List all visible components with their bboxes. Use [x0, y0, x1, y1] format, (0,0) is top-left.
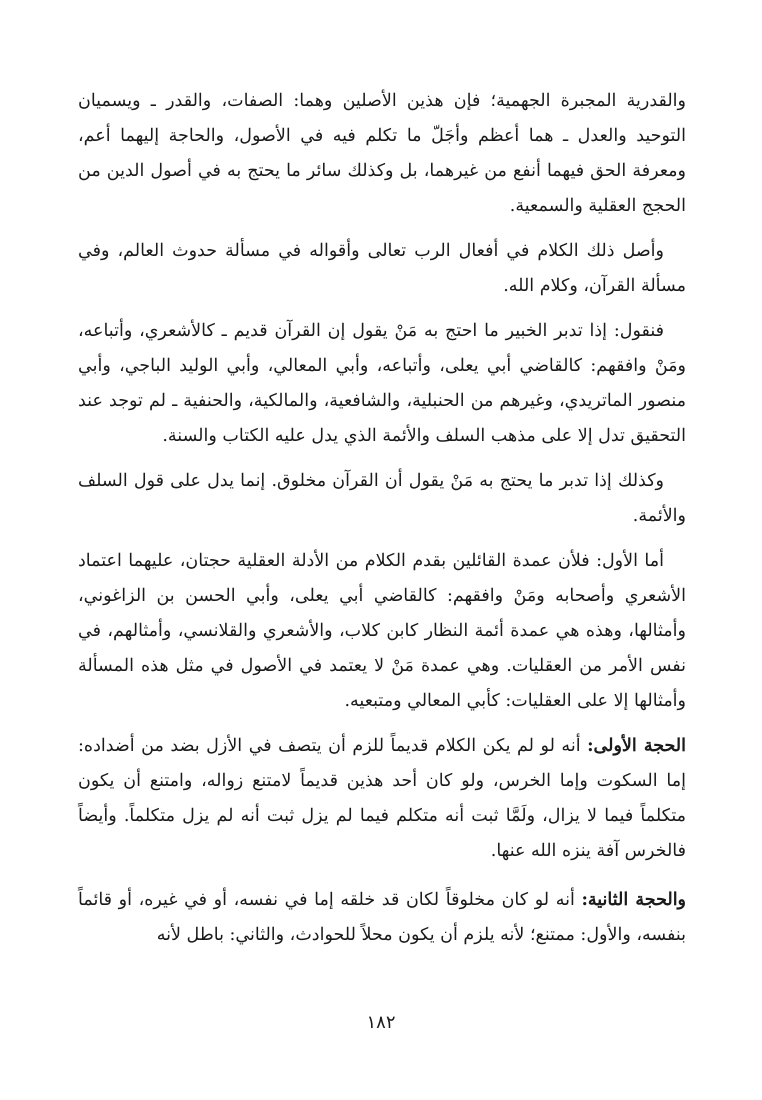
paragraph-4: [78, 464, 686, 534]
first-argument-heading: الحجة الأولى:: [587, 736, 686, 756]
paragraph-2-text: وأصل ذلك الكلام في أفعال الرب تعالى وأقواله في مسألة حدوث العالم، وفي مسألة القرآن، وكلام الله.: [78, 241, 686, 296]
paragraph-1-text: والقدرية المجبرة الجهمية؛ فإن هذين الأصلين وهما: الصفات، والقدر ـ ويسميان التوحيد والعدل ـ هما أعظم وأجَلّ ما تكلم فيه في الأصول، والحاجة إليهما أعم، ومعرفة الحق فيهما أنفع من غيرهما، بل وكذلك سائر ما يحتج به في أصول الدين من الحجج العقلية والسمعية.: [78, 91, 686, 216]
paragraph-4-text: وكذلك إذا تدبر ما يحتج به مَنْ يقول أن القرآن مخلوق. إنما يدل على قول السلف والأئمة.: [78, 471, 686, 526]
paragraph-5: [78, 544, 686, 719]
paragraph-3: [78, 314, 686, 454]
paragraph-2: [78, 234, 686, 304]
second-argument-heading: والحجة الثانية:: [581, 890, 687, 910]
paragraph-5-text: أما الأول: فلأن عمدة القائلين بقدم الكلام من الأدلة العقلية حجتان، عليهما اعتماد الأشعري وأصحابه ومَنْ وافقهم: كالقاضي أبي يعلى، وأبي الحسن بن الزاغوني، وأمثالها، وهذه هي عمدة أئمة النظار كابن كلاب، والأشعري والقلانسي، وأمثالهم، في نفس الأمر من العقليات. وهي عمدة مَنْ لا يعتمد في الأصول في مثل هذه المسألة وأمثالها إلا على العقليات: كأبي المعالي ومتبعيه.: [78, 551, 686, 711]
paragraph-3-text: فنقول: إذا تدبر الخبير ما احتج به مَنْ يقول إن القرآن قديم ـ كالأشعري، وأتباعه، ومَنْ وافقهم: كالقاضي أبي يعلى، وأتباعه، وأبي المعالي، وأبي الوليد الباجي، وأبي منصور الماتريدي، وغيرهم من الحنبلية، والشافعية، والمالكية، والحنفية ـ لم توجد عند التحقيق تدل إلا على مذهب السلف والأئمة الذي يدل عليه الكتاب والسنة.: [78, 321, 686, 446]
paragraph-7: [78, 883, 686, 953]
paragraph-6-text: أنه لو لم يكن الكلام قديماً للزم أن يتصف في الأزل بضد من أضداده: إما السكوت وإما الخرس، ولو كان أحد هذين قديماً لامتنع زواله، وامتنع أن يكون متكلماً فيما لا يزال، ولَمَّا ثبت أنه متكلم فيما لم يزل ثبت أنه لم يزل متكلماً. وأيضاً فالخرس آفة ينزه الله عنها.: [78, 736, 686, 861]
document-page: [78, 84, 686, 953]
page-number: ١٨٢: [366, 1012, 396, 1033]
paragraph-7-text: أنه لو كان مخلوقاً لكان قد خلقه إما في نفسه، أو في غيره، أو قائماً بنفسه، والأول: ممتنع؛ لأنه يلزم أن يكون محلاً للحوادث، والثاني: باطل لأنه: [78, 890, 686, 945]
paragraph-6: [78, 729, 686, 869]
paragraph-1: [78, 84, 686, 224]
